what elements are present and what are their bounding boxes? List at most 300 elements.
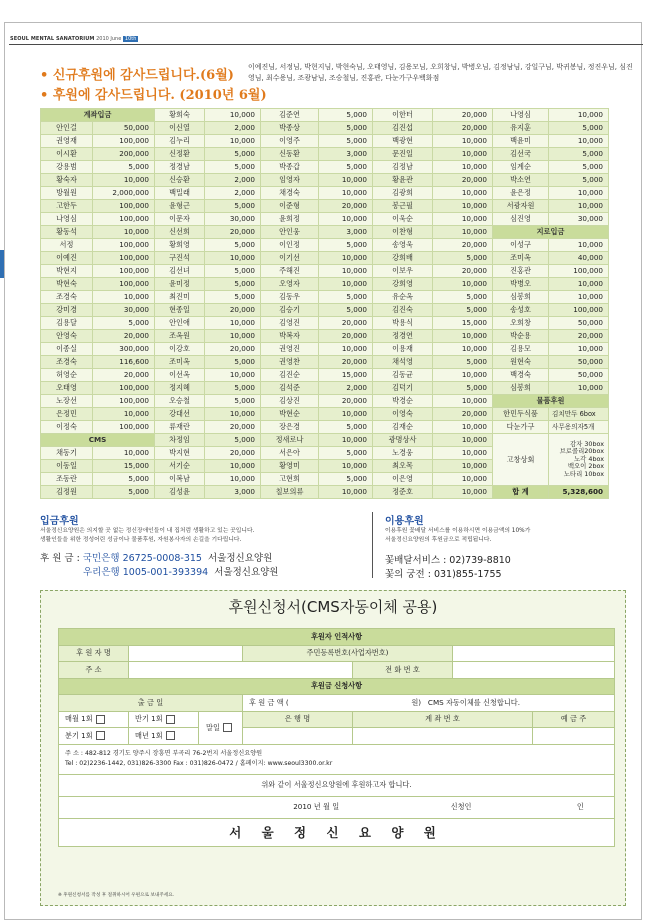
column-divider — [372, 512, 373, 578]
donor-name: 박종상 — [261, 122, 319, 135]
donor-row — [41, 213, 609, 226]
donation-amount: 10,000 — [205, 330, 261, 343]
donor-row — [41, 200, 609, 213]
donation-amount: 2,000 — [205, 122, 261, 135]
donor-name: 김영진 — [261, 317, 319, 330]
donation-amount: 10,000 — [205, 369, 261, 382]
donor-name: 정준호 — [373, 486, 433, 499]
donor-row — [41, 486, 609, 499]
donation-amount: 300,000 — [93, 343, 155, 356]
donation-amount: 5,000 — [205, 291, 261, 304]
yearly-label: 매년 1회 — [135, 730, 163, 740]
org-signature: 서 울 정 신 요 양 원 — [59, 818, 615, 846]
donation-amount: 5,000 — [433, 356, 493, 369]
option-month-end[interactable] — [199, 711, 243, 744]
donation-amount: 100,000 — [549, 304, 609, 317]
donor-name: 광명상사 — [373, 434, 433, 447]
donor-name: 박종갑 — [261, 161, 319, 174]
bank-account-row — [40, 566, 278, 580]
signature-row — [59, 796, 615, 818]
donor-name: 안인걸 — [41, 122, 93, 135]
donation-amount: 5,000 — [319, 473, 373, 486]
option-half[interactable] — [129, 711, 199, 728]
goods-item: 브로콜리20box — [559, 447, 604, 456]
donation-amount: 10,000 — [319, 213, 373, 226]
donor-name: 봉근필 — [373, 200, 433, 213]
donor-row — [41, 382, 609, 395]
donor-row — [41, 161, 609, 174]
bank-name-field[interactable] — [243, 728, 353, 745]
donation-amount: 10,000 — [433, 330, 493, 343]
donation-amount: 10,000 — [433, 421, 493, 434]
donor-name: 안인웅 — [261, 226, 319, 239]
donation-amount: 10,000 — [93, 226, 155, 239]
iyong-desc-line: 이용후원 꽃배달 서비스를 이용하시면 이용금액의 10%가 — [385, 528, 531, 534]
donation-amount: 50,000 — [549, 317, 609, 330]
header-rule — [9, 44, 643, 45]
account-no-field[interactable] — [353, 728, 533, 745]
iyong-description — [385, 527, 625, 545]
donor-name: 강미경 — [41, 304, 93, 317]
donation-amount: 5,000 — [319, 447, 373, 460]
donation-amount: 15,000 — [433, 317, 493, 330]
account-number: 26725-0008-315 — [122, 553, 202, 564]
donation-amount: 15,000 — [93, 460, 155, 473]
donor-name: 채석영 — [373, 356, 433, 369]
donor-name: 한민두식품 — [493, 408, 549, 421]
donor-row — [41, 278, 609, 291]
depositor-label: 예 금 주 — [533, 711, 615, 728]
donor-name: 권영찬 — [261, 356, 319, 369]
donor-name: 백윤미 — [493, 135, 549, 148]
section-label: 계좌입금 — [41, 109, 155, 122]
half-label: 반기 1회 — [135, 714, 163, 724]
donor-name: 윤희정 — [261, 213, 319, 226]
donor-name: 이용재 — [373, 343, 433, 356]
donation-amount: 5,000 — [205, 161, 261, 174]
donor-name: 신동환 — [261, 148, 319, 161]
application-form — [58, 628, 615, 847]
donation-amount: 5,000 — [205, 239, 261, 252]
issue-badge: 10th — [124, 36, 137, 42]
donor-name: 장은경 — [261, 421, 319, 434]
donor-row — [41, 109, 609, 122]
donor-name: 심진영 — [493, 213, 549, 226]
bank-accounts — [40, 552, 278, 580]
donation-amount: 20,000 — [205, 447, 261, 460]
donor-name: 노장선 — [41, 395, 93, 408]
ipgeum-desc-line: 서울정신요양원은 의지할 곳 없는 정신장애인들이 내 집처럼 생활하고 있는 곳입니다. — [40, 528, 255, 534]
donation-amount: 100,000 — [93, 252, 155, 265]
donation-amount: 10,000 — [433, 226, 493, 239]
donor-name: 신승환 — [155, 174, 205, 187]
donation-amount: 100,000 — [93, 421, 155, 434]
donor-name: 서정 — [41, 239, 93, 252]
donation-amount: 10,000 — [205, 317, 261, 330]
monthly-checkbox[interactable] — [96, 715, 105, 724]
donor-name: 조동란 — [41, 473, 93, 486]
donors-heading: • 후원에 감사드립니다. (2010년 6월) — [40, 88, 267, 103]
donor-name: 이신열 — [155, 122, 205, 135]
donor-name: 이영주 — [261, 135, 319, 148]
donor-name: 김광희 — [373, 187, 433, 200]
donation-amount: 20,000 — [205, 304, 261, 317]
resident-no-field[interactable] — [453, 645, 615, 662]
donation-amount: 5,000 — [205, 265, 261, 278]
address-field[interactable] — [129, 662, 353, 679]
option-yearly[interactable] — [129, 728, 199, 745]
donation-amount: 5,000 — [205, 200, 261, 213]
donor-name: 김용달 — [41, 317, 93, 330]
donor-name: 정새로나 — [261, 434, 319, 447]
applicant-label: 신청인 — [450, 802, 472, 811]
donation-amount: 5,000 — [205, 148, 261, 161]
org-address-line: 주 소 : 482-812 경기도 양주시 장흥면 부곡리 76-2번지 서울정신요양원 — [65, 750, 263, 757]
donor-name: 구진석 — [155, 252, 205, 265]
donor-name: 박용식 — [373, 317, 433, 330]
donation-amount: 100,000 — [93, 382, 155, 395]
donor-name: 윤형근 — [155, 200, 205, 213]
donation-amount: 5,000 — [319, 239, 373, 252]
donor-row — [41, 291, 609, 304]
goods-item: 노각 4box — [574, 454, 604, 463]
donation-amount: 10,000 — [549, 278, 609, 291]
donor-name: 김석준 — [261, 382, 319, 395]
donation-amount: 10,000 — [433, 369, 493, 382]
donor-name: 황희영 — [155, 239, 205, 252]
donor-name: 다눈가구 — [493, 421, 549, 434]
goods-item: 백오이 2box — [567, 462, 604, 471]
donor-name: 강대선 — [155, 408, 205, 421]
donation-amount: 10,000 — [433, 447, 493, 460]
donation-amount: 2,000 — [205, 174, 261, 187]
donor-row — [41, 395, 609, 408]
quarter-checkbox[interactable] — [96, 731, 105, 740]
donor-name: 백경숙 — [493, 369, 549, 382]
withdraw-day-label: 출 금 일 — [59, 695, 243, 712]
donation-amount: 20,000 — [549, 330, 609, 343]
donor-name: 원현숙 — [493, 356, 549, 369]
donation-amount: 10,000 — [93, 408, 155, 421]
donor-name: 허영순 — [41, 369, 93, 382]
donation-amount: 5,000 — [549, 174, 609, 187]
masthead-title: SEOUL MENTAL SANATORIUM — [10, 36, 95, 42]
donation-amount: 20,000 — [319, 395, 373, 408]
donor-name: 임영자 — [261, 174, 319, 187]
donation-amount: 10,000 — [319, 460, 373, 473]
donor-name: 이선옥 — [155, 369, 205, 382]
donor-row — [41, 174, 609, 187]
donor-name: 심봉희 — [493, 291, 549, 304]
monthly-label: 매월 1회 — [65, 714, 93, 724]
donation-amount: 10,000 — [205, 473, 261, 486]
donation-amount: 김치만두 6box — [549, 408, 609, 421]
org-contact-line: Tel : 02)2236-1442, 031)826-3300 Fax : 031)826-0472 / 홈페이지: www.seoul3300.or.kr — [65, 760, 333, 767]
donation-amount: 10,000 — [433, 486, 493, 499]
donor-name: 김덕기 — [373, 382, 433, 395]
donation-amount: 10,000 — [433, 135, 493, 148]
month-end-checkbox[interactable] — [223, 723, 232, 732]
donor-row — [41, 226, 609, 239]
donation-amount: 10,000 — [205, 109, 261, 122]
donor-name: 오태영 — [41, 382, 93, 395]
donor-name: 문진일 — [373, 148, 433, 161]
donor-name: 이정숙 — [41, 421, 93, 434]
donation-amount: 10,000 — [549, 135, 609, 148]
donor-name: 박현지 — [41, 265, 93, 278]
donor-name: 진홍관 — [493, 265, 549, 278]
donation-amount: 10,000 — [433, 213, 493, 226]
donation-amount: 10,000 — [319, 174, 373, 187]
donor-name: 황희숙 — [155, 109, 205, 122]
donation-amount: 10,000 — [93, 174, 155, 187]
donor-name-label: 후 원 자 명 — [59, 645, 129, 662]
donation-amount: 30,000 — [549, 213, 609, 226]
donor-name: 강희영 — [373, 278, 433, 291]
donor-name: 이욱순 — [373, 213, 433, 226]
donor-name: 김재순 — [373, 421, 433, 434]
donor-name: 은정민 — [41, 408, 93, 421]
donor-name: 조경숙 — [41, 291, 93, 304]
total-amount: 5,328,600 — [549, 486, 609, 499]
donation-amount: 5,000 — [93, 486, 155, 499]
donor-name: 현종일 — [155, 304, 205, 317]
donation-amount: 5,000 — [93, 473, 155, 486]
donor-name: 송성호 — [493, 304, 549, 317]
donor-name: 이성구 — [493, 239, 549, 252]
donor-row — [41, 239, 609, 252]
donor-name: 윤미정 — [155, 278, 205, 291]
donor-name: 김정남 — [373, 161, 433, 174]
donor-name: 박병오 — [493, 278, 549, 291]
account-label: 후 원 금 : — [40, 553, 80, 564]
donor-name: 고현희 — [261, 473, 319, 486]
donor-row — [41, 343, 609, 356]
donation-amount: 3,000 — [319, 226, 373, 239]
donor-name: 김진순 — [261, 369, 319, 382]
donor-table — [40, 108, 609, 499]
donor-name: 칠보의류 — [261, 486, 319, 499]
amount-label: 후 원 금 액 ( — [249, 697, 289, 707]
new-donors-heading: • 신규후원에 감사드립니다.(6월) — [40, 68, 234, 83]
donor-name: 김동균 — [373, 369, 433, 382]
masthead — [10, 36, 138, 43]
donation-amount: 5,000 — [319, 122, 373, 135]
donation-amount: 100,000 — [93, 265, 155, 278]
donation-amount: 10,000 — [319, 252, 373, 265]
donor-name-field[interactable] — [129, 645, 243, 662]
bank-name: 국민은행 — [82, 553, 120, 564]
donor-name: 김진섭 — [373, 122, 433, 135]
amount-row — [243, 695, 615, 712]
donation-amount: 10,000 — [319, 408, 373, 421]
donor-name: 고한두 — [41, 200, 93, 213]
donation-amount: 20,000 — [319, 356, 373, 369]
flower-palace-phone: 꽃의 궁전 : 031)855-1755 — [385, 569, 502, 580]
depositor-field[interactable] — [533, 728, 615, 745]
donation-amount: 10,000 — [93, 447, 155, 460]
donation-amount: 100,000 — [93, 135, 155, 148]
donor-name: 류재란 — [155, 421, 205, 434]
donor-name: 조미옥 — [155, 356, 205, 369]
phone-label: 전 화 번 호 — [353, 662, 453, 679]
donor-name: 박경순 — [373, 395, 433, 408]
donor-name: 안영숙 — [41, 330, 93, 343]
pledge-text: 위와 같이 서울정신요양원에 후원하고자 합니다. — [59, 774, 615, 796]
donor-name: 신선희 — [155, 226, 205, 239]
donation-amount: 5,000 — [93, 317, 155, 330]
new-donor-names: 이예진님, 서정님, 박현지님, 박현숙님, 오태영님, 김용모님, 오희창님, 박병오님, 김정남님, 강일구님, 박귀봉님, 정진우님, 심진영님, 최수용님, 조광남님, 조승철님, 진홍관, 다눈가구우백화점 — [248, 63, 633, 82]
donation-amount: 5,000 — [433, 291, 493, 304]
section-label: CMS — [41, 434, 155, 447]
donor-name: 김선국 — [493, 148, 549, 161]
donation-amount: 20,000 — [319, 200, 373, 213]
phone-field[interactable] — [453, 662, 615, 679]
donation-amount: 3,000 — [205, 486, 261, 499]
donor-name: 김용모 — [493, 343, 549, 356]
donor-name: 박소연 — [493, 174, 549, 187]
donation-amount: 100,000 — [93, 213, 155, 226]
donor-name: 이인정 — [261, 239, 319, 252]
ipgeum-description — [40, 527, 380, 545]
donation-amount: 10,000 — [205, 252, 261, 265]
donor-name: 김성윤 — [155, 486, 205, 499]
donor-name: 조미옥 — [493, 252, 549, 265]
donor-name: 김승기 — [261, 304, 319, 317]
donation-amount: 2,000 — [319, 382, 373, 395]
goods-item: 감자 30box — [569, 439, 604, 448]
donor-name: 방월원 — [41, 187, 93, 200]
donation-amount: 40,000 — [549, 252, 609, 265]
donation-amount: 20,000 — [93, 330, 155, 343]
donation-amount: 20,000 — [319, 317, 373, 330]
donation-amount: 116,600 — [93, 356, 155, 369]
donor-name: 오승철 — [155, 395, 205, 408]
donor-name: 박지현 — [155, 447, 205, 460]
donation-amount: 5,000 — [319, 161, 373, 174]
donor-name: 황동석 — [41, 226, 93, 239]
donation-amount: 10,000 — [433, 200, 493, 213]
flower-service-phone: 꽃배달서비스 : 02)739-8810 — [385, 555, 511, 566]
donation-amount: 5,000 — [205, 434, 261, 447]
donation-amount: 30,000 — [205, 213, 261, 226]
donor-name: 서은아 — [261, 447, 319, 460]
donation-amount: 10,000 — [93, 291, 155, 304]
section-label: 지로입금 — [493, 226, 609, 239]
donor-name: 최진미 — [155, 291, 205, 304]
donor-name: 이한터 — [373, 109, 433, 122]
donor-name: 강희배 — [373, 252, 433, 265]
donation-amount: 20,000 — [205, 343, 261, 356]
donation-amount: 20,000 — [433, 109, 493, 122]
donor-name: 김정원 — [41, 486, 93, 499]
quarter-label: 분기 1회 — [65, 730, 93, 740]
donor-name: 조경숙 — [41, 356, 93, 369]
donation-amount: 10,000 — [549, 343, 609, 356]
donation-amount: 10,000 — [433, 278, 493, 291]
yearly-checkbox[interactable] — [166, 731, 175, 740]
donation-amount: 5,000 — [433, 382, 493, 395]
donation-amount: 5,000 — [319, 109, 373, 122]
donor-name: 정지혜 — [155, 382, 205, 395]
donation-amount: 100,000 — [93, 395, 155, 408]
donor-row — [41, 187, 609, 200]
donation-amount: 5,000 — [549, 161, 609, 174]
iyong-desc-line: 서울정신요양원의 후원금으로 적립됩니다. — [385, 537, 492, 543]
donation-amount: 15,000 — [319, 369, 373, 382]
donation-amount: 10,000 — [433, 460, 493, 473]
donation-amount: 50,000 — [549, 356, 609, 369]
donation-amount: 20,000 — [433, 239, 493, 252]
donor-name: 김상진 — [261, 395, 319, 408]
donor-name: 나영심 — [493, 109, 549, 122]
donor-name: 이준형 — [261, 200, 319, 213]
donation-amount: 5,000 — [433, 304, 493, 317]
donor-row — [41, 304, 609, 317]
donor-name: 권영재 — [41, 135, 93, 148]
donation-amount: 5,000 — [205, 356, 261, 369]
donation-amount: 10,000 — [319, 187, 373, 200]
donation-amount: 5,000 — [93, 161, 155, 174]
donor-name: 서광자원 — [493, 200, 549, 213]
donation-amount: 20,000 — [205, 226, 261, 239]
donation-amount: 10,000 — [549, 200, 609, 213]
donation-amount: 10,000 — [549, 291, 609, 304]
date-line: 2010 년 월 일 — [293, 802, 340, 811]
donation-amount: 10,000 — [549, 239, 609, 252]
donor-name: 이찬형 — [373, 226, 433, 239]
donation-amount: 5,000 — [205, 395, 261, 408]
donor-name: 주해진 — [261, 265, 319, 278]
donor-name: 이예진 — [41, 252, 93, 265]
donor-name: 강용범 — [41, 161, 93, 174]
section-donor-info: 후원자 인적사항 — [59, 629, 615, 646]
donor-name: 이보우 — [373, 265, 433, 278]
donation-amount: 5,000 — [319, 291, 373, 304]
donor-name: 신정환 — [155, 148, 205, 161]
donation-amount: 10,000 — [433, 434, 493, 447]
donation-amount: 50,000 — [549, 369, 609, 382]
donation-amount: 20,000 — [433, 265, 493, 278]
bank-account-row — [40, 552, 278, 566]
donor-name: 황윤관 — [373, 174, 433, 187]
donor-name: 이강호 — [155, 343, 205, 356]
donation-amount: 20,000 — [319, 330, 373, 343]
donor-name: 황영미 — [261, 460, 319, 473]
donor-name: 이동일 — [41, 460, 93, 473]
option-monthly[interactable] — [59, 711, 129, 728]
account-no-label: 계 좌 번 호 — [353, 711, 533, 728]
bank-name: 우리은행 — [83, 567, 120, 578]
donor-name: 심봉희 — [493, 382, 549, 395]
donation-amount: 5,000 — [319, 135, 373, 148]
donation-amount: 20,000 — [433, 174, 493, 187]
bank-name-label: 은 행 명 — [243, 711, 353, 728]
option-quarter[interactable] — [59, 728, 129, 745]
donor-row — [41, 122, 609, 135]
donor-name: 이종실 — [41, 343, 93, 356]
form-footnote: ※ 후원신청서를 작성 후 절취하시어 우편으로 보내주세요. — [58, 893, 175, 898]
donation-amount: 20,000 — [433, 408, 493, 421]
half-checkbox[interactable] — [166, 715, 175, 724]
donor-name: 최오목 — [373, 460, 433, 473]
goods-list — [549, 434, 609, 486]
donation-amount: 100,000 — [93, 278, 155, 291]
seal-label: 인 — [576, 802, 584, 811]
ipgeum-desc-line: 생활인들을 위한 정성어린 성금이나 물품후원, 자원봉사자의 손길을 기다립니다. — [40, 537, 242, 543]
donor-name: 유순옥 — [373, 291, 433, 304]
donation-amount: 30,000 — [93, 304, 155, 317]
